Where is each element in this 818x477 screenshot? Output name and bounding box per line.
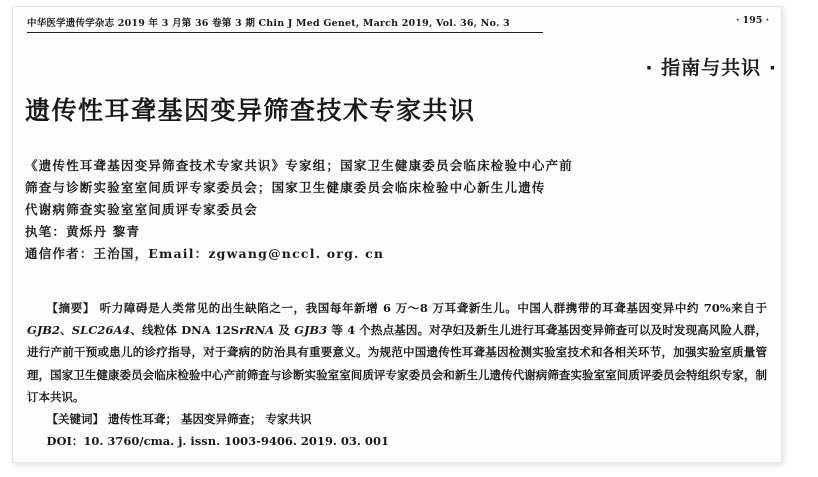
author-group-line-3: 代谢病筛查实验室室间质评专家委员会 — [25, 202, 258, 217]
byline — [25, 155, 665, 265]
gene-name: GJB2 — [27, 323, 60, 338]
abstract-text: 及 — [274, 323, 295, 338]
authors-line: 执笔：黄烁丹 黎青 — [25, 224, 141, 239]
abstract-text: 、 — [59, 323, 72, 338]
keywords-line — [27, 408, 767, 430]
author-group-line-2: 筛查与诊断实验室室间质评专家委员会；国家卫生健康委员会临床检验中心新生儿遗传 — [25, 180, 546, 195]
running-head: 中华医学遗传学杂志 2019 年 3 月第 36 卷第 3 期 Chin J Med Genet, March 2019, Vol. 36, No. 3 — [27, 15, 543, 33]
abstract-text: 、线粒体 DNA 12S — [130, 323, 240, 338]
gene-name: rRNA — [239, 323, 275, 338]
abstract-paragraph — [27, 297, 767, 408]
keywords-label: 【关键词】 — [46, 412, 105, 427]
document-page — [12, 6, 782, 463]
gene-name: GJB3 — [294, 323, 328, 338]
gene-name: SLC26A4 — [71, 323, 131, 338]
article-title: 遗传性耳聋基因变异筛查技术专家共识 — [25, 96, 476, 125]
abstract — [27, 297, 767, 452]
abstract-label: 【摘要】 — [46, 301, 96, 315]
abstract-text: 听力障碍是人类常见的出生缺陷之一，我国每年新增 6 万～8 万耳聋新生儿。中国人群携带的耳聋基因变异中约 70%来自于 — [95, 301, 768, 315]
correspondence-line: 通信作者：王治国，Email：zgwang@nccl. org. cn — [25, 246, 385, 261]
author-group-line-1: 《遗传性耳聋基因变异筛查技术专家共识》专家组；国家卫生健康委员会临床检验中心产前 — [25, 158, 574, 173]
section-label: · 指南与共识 · — [645, 57, 777, 79]
abstract-text: 等 4 个热点基因。对孕妇及新生儿进行耳聋基因变异筛查可以及时发现高风险人群，进行产前干预或患儿的诊疗指导，对于聋病的防治具有重要意义。为规范中国遗传性耳聋基因检测实验室技术和各相关环节，加强实验室质量管理，国家卫生健康委员会临床检验中心产前筛查与诊断实验室室间质评专家委员会和新生儿遗传代谢病筛查实验室室间质评委员会特组织专家，制订本共识。 — [27, 323, 767, 404]
doi-line: DOI：10. 3760/cma. j. issn. 1003-9406. 2019. 03. 001 — [46, 434, 389, 449]
keywords-text: 遗传性耳聋； 基因变异筛查； 专家共识 — [104, 412, 312, 427]
page-number: · 195 · — [735, 15, 769, 26]
